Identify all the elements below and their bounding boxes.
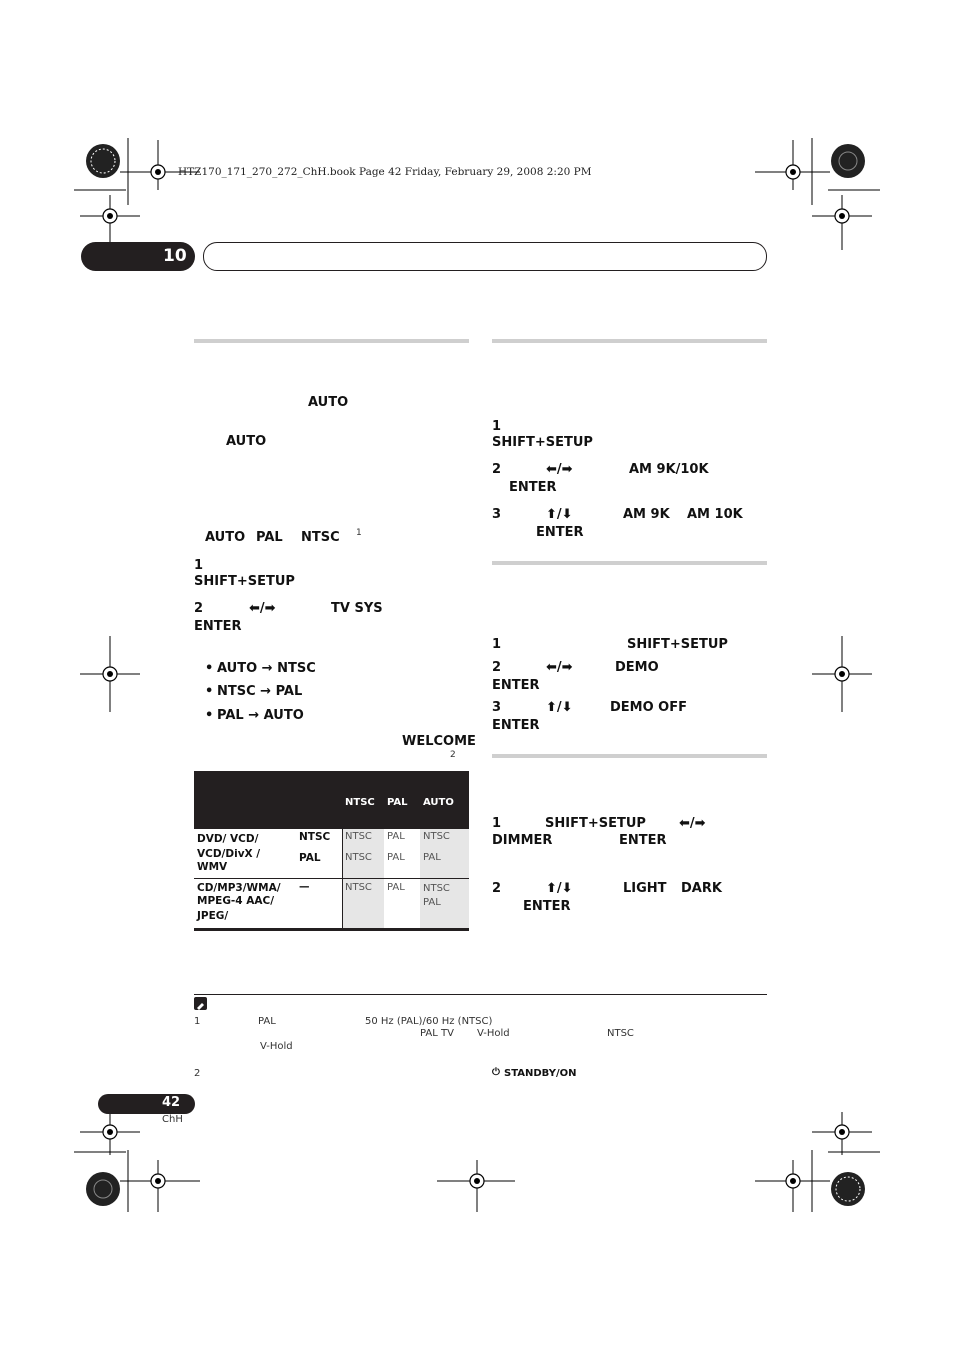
print-header: HTZ170_171_270_272_ChH.book Page 42 Friday, February 29, 2008 2:20 PM [178,166,592,178]
key-enter: ENTER [509,480,557,495]
key-shift-setup: SHIFT+SETUP [545,816,646,831]
note-text: V-Hold [260,1041,293,1052]
chapter-title-box [203,242,767,271]
bullet-item: NTSC → PAL [217,684,303,699]
key-enter: ENTER [492,678,540,693]
note-number: 1 [194,1016,201,1027]
language-code: ChH [162,1114,183,1125]
welcome-label: WELCOME [402,734,476,749]
step-number: 3 [492,507,502,522]
page-number: 42 [162,1095,181,1110]
footnote-ref: 2 [450,750,456,760]
step-number: 1 [194,558,204,573]
row-label: DVD/ VCD/ [197,833,259,845]
row-label: MPEG-4 AAC/ [197,895,275,907]
step-number: 3 [492,700,502,715]
key-shift-setup: SHIFT+SETUP [627,637,728,652]
note-text: V-Hold [477,1028,510,1039]
arrow-left-right-icon: ⬅/➡ [546,462,573,477]
table-cell: NTSC [423,883,450,894]
arrow-up-down-icon: ⬆/⬇ [546,700,573,715]
arrow-left-right-icon: ⬅/➡ [679,816,706,831]
table-cell: PAL [387,882,405,893]
key-enter: ENTER [536,525,584,540]
table-cell: NTSC [345,852,372,863]
table-header: AUTO [423,797,454,808]
arrow-left-right-icon: ⬅/➡ [249,601,276,616]
key-shift-setup: SHIFT+SETUP [194,574,295,589]
bullet-item: PAL → AUTO [217,708,304,723]
table-cell: NTSC [423,831,450,842]
auto-label: AUTO [308,395,349,410]
option-demo-off: DEMO OFF [610,700,687,715]
row-label: CD/MP3/WMA/ [197,882,281,894]
step-number: 2 [492,660,502,675]
standby-on-label: STANDBY/ON [504,1068,577,1079]
option-light: LIGHT [623,881,667,896]
chapter-number: 10 [163,246,187,266]
note-text: PAL TV [420,1028,454,1039]
bullet-icon: • [205,684,214,699]
bullet-icon: • [205,661,214,676]
page-number-tab [98,1094,195,1114]
key-enter: ENTER [523,899,571,914]
mode-ntsc: NTSC [301,530,340,545]
mode-pal: PAL [256,530,283,545]
section-rule [492,754,767,758]
format-label: PAL [299,852,321,864]
step-number: 1 [492,637,502,652]
arrow-up-down-icon: ⬆/⬇ [546,881,573,896]
footnote-ref: 1 [356,528,362,538]
key-enter: ENTER [194,619,242,634]
menu-demo: DEMO [615,660,659,675]
bullet-item: AUTO → NTSC [217,661,316,676]
step-number: 2 [492,881,502,896]
table-cell: PAL [423,852,441,863]
row-label: JPEG/ [197,910,229,922]
tv-system-table [194,771,469,931]
arrow-up-down-icon: ⬆/⬇ [546,507,573,522]
step-number: 1 [492,419,502,434]
note-number: 2 [194,1068,201,1079]
table-header: PAL [387,797,408,808]
option-am9k: AM 9K [623,507,670,522]
table-cell: NTSC [345,882,372,893]
menu-tv-sys: TV SYS [331,601,383,616]
option-am10k: AM 10K [687,507,743,522]
arrow-left-right-icon: ⬅/➡ [546,660,573,675]
table-cell: PAL [387,852,405,863]
step-number: 1 [492,816,502,831]
table-header: NTSC [345,797,375,808]
key-shift-setup: SHIFT+SETUP [492,435,593,450]
note-text: 50 Hz (PAL)/60 Hz (NTSC) [365,1016,493,1027]
step-number: 2 [194,601,204,616]
note-icon [194,997,207,1010]
power-icon: ⏻ [492,1067,500,1078]
step-number: 2 [492,462,502,477]
format-label: — [299,881,310,893]
bullet-icon: • [205,708,214,723]
row-label: WMV [197,861,228,873]
section-rule [492,339,767,343]
section-rule [492,561,767,565]
note-text: PAL [258,1016,276,1027]
auto-label: AUTO [226,434,267,449]
table-cell: NTSC [345,831,372,842]
note-text: NTSC [607,1028,634,1039]
format-label: NTSC [299,831,331,843]
menu-am-step: AM 9K/10K [629,462,709,477]
table-cell: PAL [423,897,441,908]
menu-dimmer: DIMMER [492,833,553,848]
key-enter: ENTER [492,718,540,733]
option-dark: DARK [681,881,722,896]
section-rule [194,339,469,343]
key-enter: ENTER [619,833,667,848]
table-cell: PAL [387,831,405,842]
mode-auto: AUTO [205,530,246,545]
notes-divider [194,994,767,995]
row-label: VCD/DivX / [197,848,261,860]
